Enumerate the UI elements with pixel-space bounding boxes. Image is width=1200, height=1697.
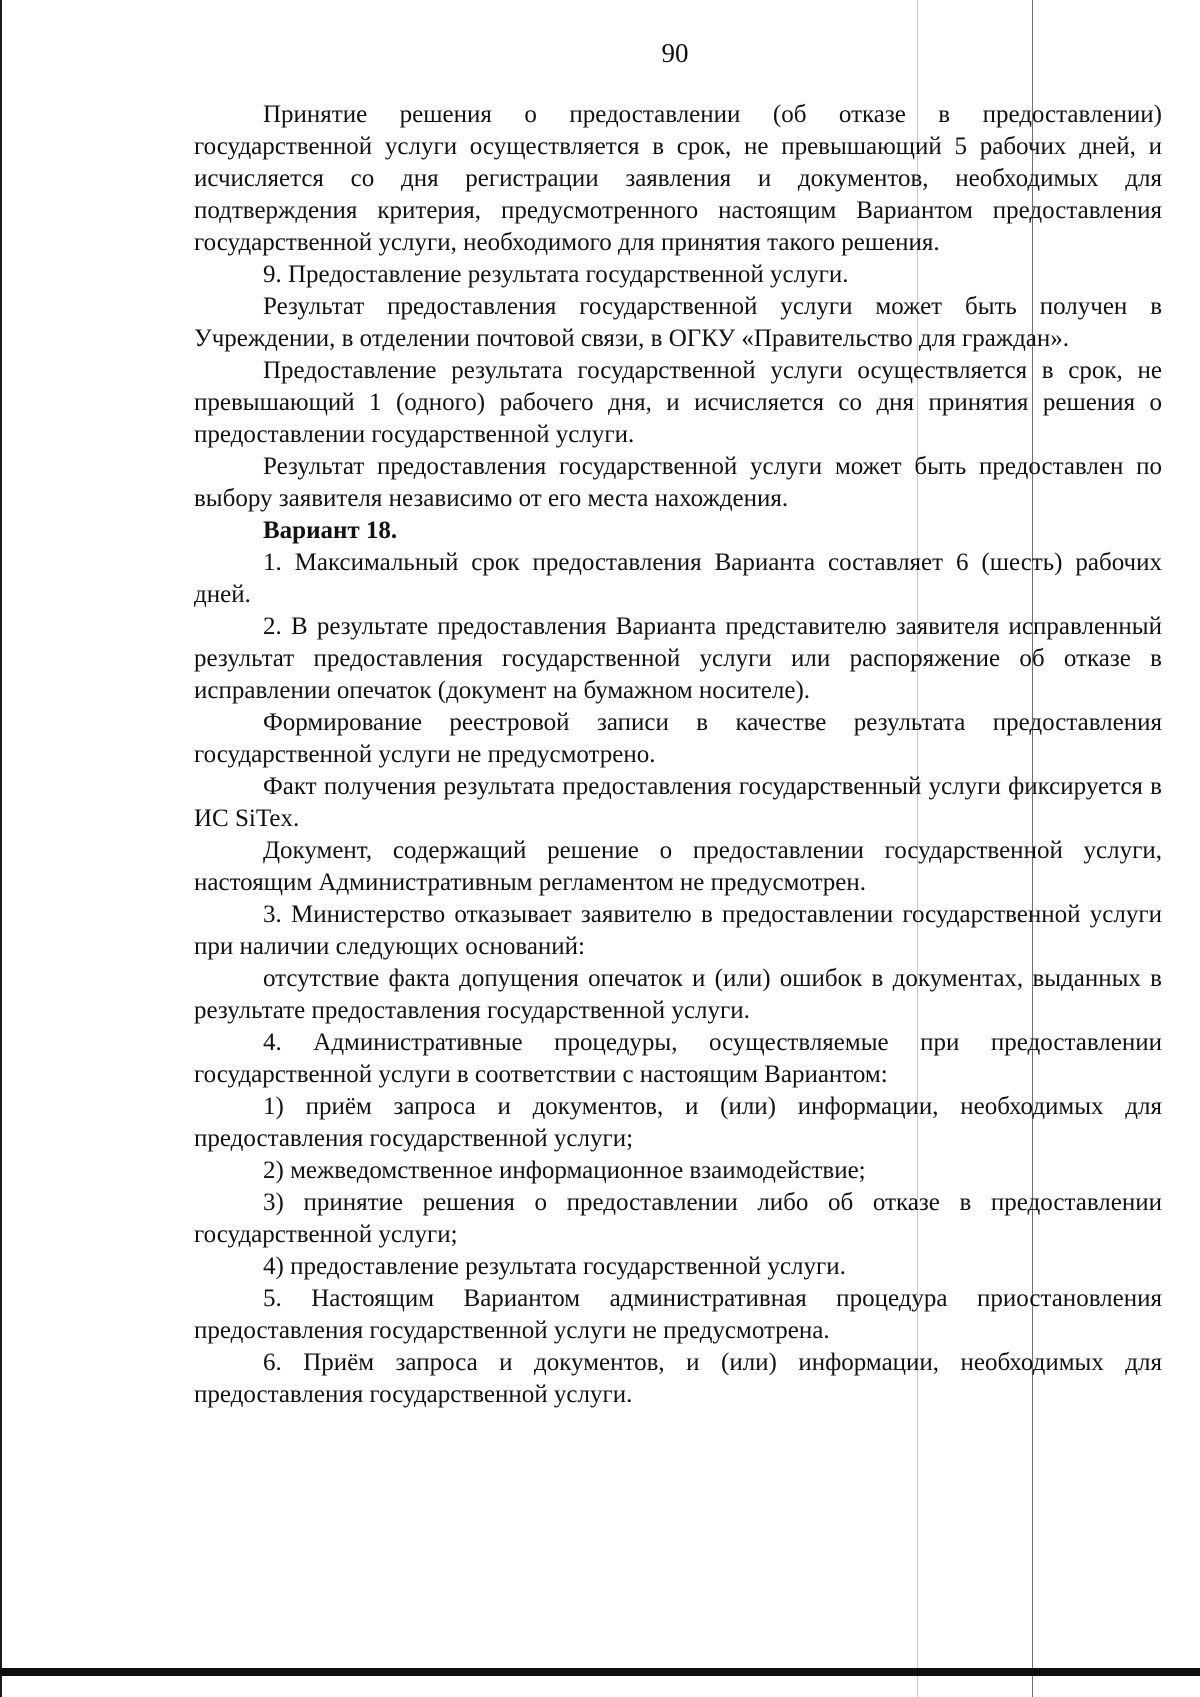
- list-item-procedure-1: 1) приём запроса и документов, и (или) информации, необходимых для предоставления государственной услуги;: [194, 1093, 1162, 1152]
- scan-bottom-bar: [0, 1668, 1200, 1676]
- paragraph-item-5: 5. Настоящим Вариантом административная процедура приостановления предоставления государственной услуги не предусмотрена.: [194, 1285, 1162, 1344]
- list-item-procedure-4: 4) предоставление результата государственной услуги.: [263, 1253, 846, 1280]
- paragraph-result-term: Предоставление результата государственной услуги осуществляется в срок, не превышающий 1 (одного) рабочего дня, и исчисляется со дня принятия решения о предоставлении государственной услуги.: [194, 357, 1162, 448]
- paragraph-result-fact: Факт получения результата предоставления государственный услуги фиксируется в ИС SiTex.: [194, 773, 1162, 832]
- paragraph-decision-document: Документ, содержащий решение о предоставлении государственной услуги, настоящим Административным регламентом не предусмотрен.: [194, 837, 1162, 896]
- list-item-procedure-2: 2) межведомственное информационное взаимодействие;: [263, 1157, 866, 1184]
- scan-left-edge: [0, 0, 2, 1697]
- paragraph-item-9: 9. Предоставление результата государственной услуги.: [263, 261, 849, 288]
- paragraph-registry-record: Формирование реестровой записи в качестве результата предоставления государственной услуги не предусмотрено.: [194, 709, 1162, 768]
- paragraph-result-choice: Результат предоставления государственной услуги может быть предоставлен по выбору заявителя независимо от его места нахождения.: [194, 453, 1162, 512]
- section-heading-variant-18: Вариант 18.: [263, 517, 398, 544]
- paragraph-item-6: 6. Приём запроса и документов, и (или) информации, необходимых для предоставления государственной услуги.: [194, 1349, 1162, 1408]
- list-item-procedure-3: 3) принятие решения о предоставлении либо об отказе в предоставлении государственной услуги;: [194, 1189, 1162, 1248]
- page-number: 90: [661, 38, 689, 68]
- paragraph-decision-term: Принятие решения о предоставлении (об отказе в предоставлении) государственной услуги осуществляется в срок, не превышающий 5 рабочих дней, и исчисляется со дня регистрации заявления и документов, необходимых для подтверждения критерия, предусмотренного настоящим Вариантом предоставления государственной услуги, необходимого для принятия такого решения.: [194, 101, 1162, 256]
- paragraph-item-1: 1. Максимальный срок предоставления Варианта составляет 6 (шесть) рабочих дней.: [194, 549, 1162, 608]
- paragraph-result-receipt: Результат предоставления государственной услуги может быть получен в Учреждении, в отделении почтовой связи, в ОГКУ «Правительство для граждан».: [194, 293, 1162, 352]
- paragraph-refusal-ground: отсутствие факта допущения опечаток и (или) ошибок в документах, выданных в результате предоставления государственной услуги.: [194, 965, 1162, 1024]
- document-body: [194, 99, 1162, 1411]
- paragraph-item-4: 4. Административные процедуры, осуществляемые при предоставлении государственной услуги в соответствии с настоящим Вариантом:: [194, 1029, 1162, 1088]
- paragraph-item-2: 2. В результате предоставления Варианта представителю заявителя исправленный результат предоставления государственной услуги или распоряжение об отказе в исправлении опечаток (документ на бумажном носителе).: [194, 613, 1162, 704]
- paragraph-item-3: 3. Министерство отказывает заявителю в предоставлении государственной услуги при наличии следующих оснований:: [194, 901, 1162, 960]
